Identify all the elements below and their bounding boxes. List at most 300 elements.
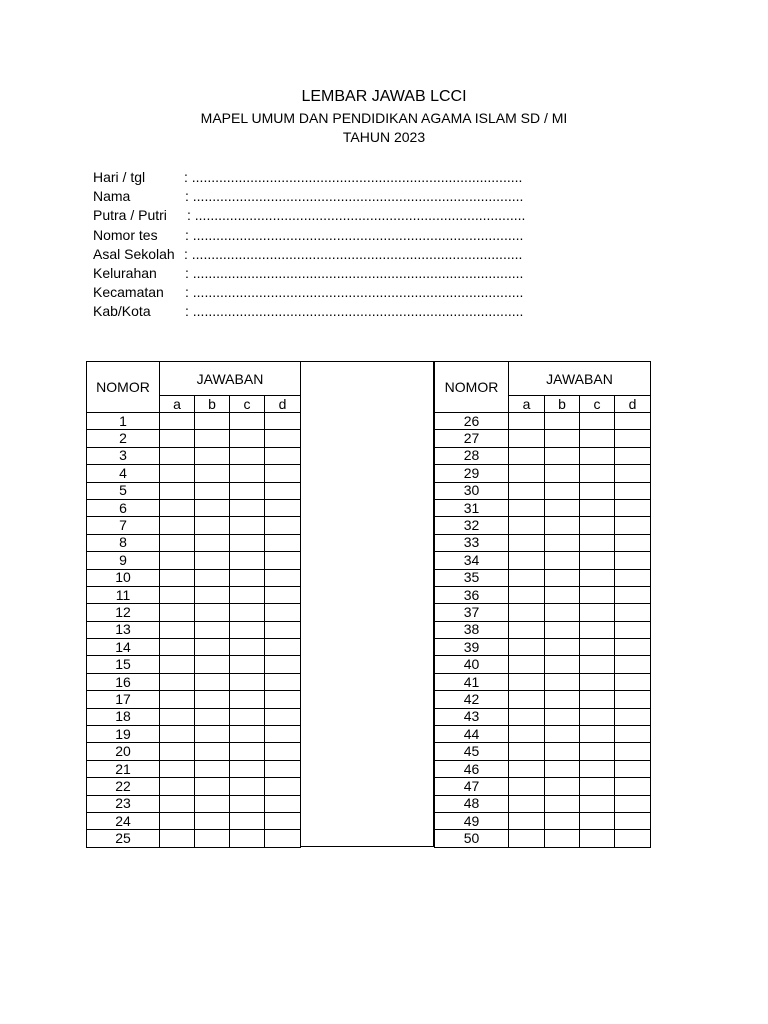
answer-cell-a[interactable] [509,499,545,516]
answer-cell-b[interactable] [545,743,580,760]
answer-cell-d[interactable] [265,482,301,499]
question-number: 34 [435,552,509,569]
answer-cell-d[interactable] [615,639,651,656]
answer-cell-a[interactable] [509,534,545,551]
answer-cell-a[interactable] [509,795,545,812]
answer-cell-b[interactable] [545,430,580,447]
answer-cell-b[interactable] [195,552,230,569]
answer-row [435,639,651,656]
identity-fields [93,168,526,322]
answer-cell-b[interactable] [195,517,230,534]
answer-row [87,726,301,743]
option-header-c: c [230,396,265,413]
answer-cell-d[interactable] [265,778,301,795]
answer-cell-a[interactable] [509,743,545,760]
answer-cell-c[interactable] [580,673,615,690]
answer-row [435,482,651,499]
answer-cell-a[interactable] [160,830,195,847]
answer-cell-c[interactable] [230,726,265,743]
answer-cell-d[interactable] [615,447,651,464]
answer-cell-c[interactable] [230,465,265,482]
answer-cell-a[interactable] [160,812,195,829]
question-number: 20 [87,743,160,760]
question-number: 12 [87,604,160,621]
identity-fill-line[interactable]: : ..................................................................................... [184,169,523,185]
answer-cell-a[interactable] [160,482,195,499]
answer-cell-d[interactable] [265,795,301,812]
answer-cell-a[interactable] [160,708,195,725]
answer-cell-b[interactable] [195,430,230,447]
answer-cell-a[interactable] [509,778,545,795]
question-number: 25 [87,830,160,847]
answer-row [87,830,301,847]
answer-cell-d[interactable] [265,447,301,464]
answer-cell-c[interactable] [580,621,615,638]
answer-cell-b[interactable] [195,691,230,708]
answer-row [87,534,301,551]
answer-cell-b[interactable] [195,447,230,464]
answer-cell-b[interactable] [195,830,230,847]
answer-row [87,656,301,673]
answer-cell-d[interactable] [265,812,301,829]
answer-cell-a[interactable] [509,621,545,638]
identity-row-putra-putri [93,206,526,225]
answer-row [87,447,301,464]
answer-cell-a[interactable] [509,413,545,430]
question-number: 2 [87,430,160,447]
answer-row [435,517,651,534]
answer-cell-c[interactable] [580,795,615,812]
answer-cell-d[interactable] [265,586,301,603]
question-number: 8 [87,534,160,551]
answer-row [435,586,651,603]
answer-cell-b[interactable] [545,639,580,656]
answer-cell-d[interactable] [265,413,301,430]
answer-cell-d[interactable] [615,569,651,586]
answer-cell-b[interactable] [545,552,580,569]
answer-cell-d[interactable] [615,413,651,430]
answer-cell-a[interactable] [509,604,545,621]
answer-cell-c[interactable] [580,708,615,725]
answer-cell-d[interactable] [265,621,301,638]
identity-fill-line[interactable]: : ..................................................................................... [185,284,524,301]
answer-cell-d[interactable] [265,517,301,534]
answer-cell-b[interactable] [195,673,230,690]
question-number: 19 [87,726,160,743]
question-number: 31 [435,499,509,516]
answer-row [87,795,301,812]
answer-cell-d[interactable] [615,812,651,829]
answer-cell-b[interactable] [545,708,580,725]
question-number: 21 [87,760,160,777]
answer-cell-b[interactable] [545,604,580,621]
answer-cell-d[interactable] [615,778,651,795]
identity-label: Kelurahan [93,264,157,281]
answer-cell-b[interactable] [195,760,230,777]
answer-cell-b[interactable] [545,413,580,430]
answer-cell-d[interactable] [615,552,651,569]
answer-cell-c[interactable] [230,778,265,795]
answer-cell-c[interactable] [230,534,265,551]
answer-cell-a[interactable] [160,639,195,656]
answer-cell-c[interactable] [230,691,265,708]
question-number: 16 [87,673,160,690]
answer-cell-a[interactable] [509,465,545,482]
answer-cell-a[interactable] [509,726,545,743]
answer-cell-b[interactable] [195,795,230,812]
answer-cell-c[interactable] [580,517,615,534]
answer-cell-c[interactable] [580,778,615,795]
identity-label: Kab/Kota [93,303,151,320]
answer-cell-c[interactable] [230,517,265,534]
answer-row [87,465,301,482]
answer-row [435,656,651,673]
answer-cell-c[interactable] [230,673,265,690]
answer-cell-d[interactable] [265,569,301,586]
option-header-b: b [545,396,580,413]
answer-row [87,604,301,621]
answer-cell-d[interactable] [615,586,651,603]
answer-cell-c[interactable] [580,726,615,743]
question-number: 49 [435,812,509,829]
question-number: 26 [435,413,509,430]
identity-row-hari [93,168,523,187]
answer-cell-a[interactable] [509,656,545,673]
answer-cell-b[interactable] [545,621,580,638]
answer-cell-b[interactable] [195,639,230,656]
option-header-c: c [580,396,615,413]
identity-fill-line[interactable]: : ..................................................................................... [185,226,524,243]
question-number: 6 [87,499,160,516]
answer-cell-a[interactable] [160,778,195,795]
answer-cell-a[interactable] [160,465,195,482]
answer-cell-b[interactable] [195,586,230,603]
identity-fill-line[interactable]: : ..................................................................................... [185,303,524,320]
question-number: 48 [435,795,509,812]
answer-cell-a[interactable] [160,691,195,708]
identity-fill-line[interactable]: : ..................................................................................... [185,264,524,281]
answer-cell-c[interactable] [580,586,615,603]
identity-fill-line[interactable]: : ..................................................................................... [185,188,524,205]
answer-cell-c[interactable] [230,621,265,638]
answer-cell-a[interactable] [160,586,195,603]
question-number: 23 [87,795,160,812]
answer-cell-c[interactable] [230,760,265,777]
answer-cell-b[interactable] [545,569,580,586]
question-number: 47 [435,778,509,795]
answer-cell-c[interactable] [230,413,265,430]
question-number: 14 [87,639,160,656]
answer-row [87,691,301,708]
identity-row-asal-sekolah [93,245,523,264]
answer-row [87,517,301,534]
question-number: 5 [87,482,160,499]
answer-cell-b[interactable] [545,465,580,482]
question-number: 18 [87,708,160,725]
answer-cell-c[interactable] [230,708,265,725]
identity-row-kelurahan [93,264,524,283]
answer-cell-b[interactable] [195,413,230,430]
answer-row [435,430,651,447]
answer-cell-b[interactable] [545,499,580,516]
answer-cell-a[interactable] [160,413,195,430]
answer-cell-c[interactable] [580,552,615,569]
answer-cell-b[interactable] [195,482,230,499]
answer-cell-a[interactable] [160,604,195,621]
identity-label: Kecamatan [93,284,164,301]
answer-cell-c[interactable] [580,482,615,499]
answer-cell-b[interactable] [545,812,580,829]
answer-row [435,621,651,638]
answer-cell-d[interactable] [265,430,301,447]
answer-cell-a[interactable] [509,760,545,777]
answer-cell-b[interactable] [545,795,580,812]
question-number: 10 [87,569,160,586]
answer-cell-d[interactable] [265,604,301,621]
answer-row [87,621,301,638]
answer-cell-b[interactable] [545,778,580,795]
answer-cell-c[interactable] [230,830,265,847]
answer-cell-c[interactable] [230,569,265,586]
answer-cell-b[interactable] [545,830,580,847]
answer-cell-a[interactable] [160,552,195,569]
answer-row [87,413,301,430]
answer-cell-a[interactable] [160,430,195,447]
answer-row [435,447,651,464]
answer-row [87,430,301,447]
answer-cell-d[interactable] [615,517,651,534]
answer-cell-c[interactable] [580,569,615,586]
answer-cell-a[interactable] [160,673,195,690]
answer-row [87,708,301,725]
identity-row-kecamatan [93,283,524,302]
answer-cell-d[interactable] [265,726,301,743]
answer-cell-b[interactable] [195,812,230,829]
answer-cell-a[interactable] [160,499,195,516]
answer-cell-d[interactable] [265,639,301,656]
answer-cell-c[interactable] [580,447,615,464]
nomor-header: NOMOR [87,362,160,413]
answer-cell-d[interactable] [265,656,301,673]
answer-cell-b[interactable] [545,656,580,673]
answer-cell-d[interactable] [265,534,301,551]
answer-cell-a[interactable] [160,743,195,760]
answer-cell-c[interactable] [580,534,615,551]
answer-cell-c[interactable] [580,499,615,516]
answer-cell-d[interactable] [265,499,301,516]
answer-cell-b[interactable] [195,465,230,482]
answer-cell-d[interactable] [265,673,301,690]
question-number: 28 [435,447,509,464]
answer-cell-d[interactable] [265,760,301,777]
answer-cell-c[interactable] [230,743,265,760]
answer-cell-b[interactable] [195,569,230,586]
identity-label: Nama [93,188,131,205]
answer-cell-c[interactable] [230,656,265,673]
answer-row [435,499,651,516]
answer-cell-a[interactable] [509,482,545,499]
answer-row [87,760,301,777]
answer-cell-d[interactable] [615,465,651,482]
answer-row [435,812,651,829]
answer-row [87,482,301,499]
answer-cell-a[interactable] [509,708,545,725]
answer-cell-b[interactable] [195,534,230,551]
answer-cell-c[interactable] [230,586,265,603]
answer-cell-a[interactable] [160,517,195,534]
answer-cell-d[interactable] [615,830,651,847]
answer-cell-a[interactable] [509,812,545,829]
question-number: 4 [87,465,160,482]
answer-cell-c[interactable] [230,447,265,464]
answer-cell-d[interactable] [615,743,651,760]
option-header-d: d [265,396,301,413]
question-number: 15 [87,656,160,673]
answer-cell-b[interactable] [195,499,230,516]
answer-cell-d[interactable] [615,621,651,638]
question-number: 22 [87,778,160,795]
answer-row [87,586,301,603]
question-number: 24 [87,812,160,829]
answer-cell-b[interactable] [545,586,580,603]
answer-cell-b[interactable] [195,743,230,760]
answer-cell-a[interactable] [509,447,545,464]
answer-cell-d[interactable] [265,552,301,569]
question-number: 35 [435,569,509,586]
answer-cell-c[interactable] [580,465,615,482]
identity-label: Nomor tes [93,226,158,243]
answer-cell-b[interactable] [545,482,580,499]
answer-cell-a[interactable] [509,552,545,569]
answer-cell-a[interactable] [509,673,545,690]
answer-cell-b[interactable] [195,726,230,743]
identity-fill-line[interactable]: : ..................................................................................... [187,207,526,224]
jawaban-header: JAWABAN [160,362,301,396]
answer-row [435,708,651,725]
answer-cell-d[interactable] [615,430,651,447]
question-number: 40 [435,656,509,673]
answer-cell-a[interactable] [509,430,545,447]
answer-cell-b[interactable] [195,656,230,673]
answer-cell-b[interactable] [545,691,580,708]
answer-cell-d[interactable] [615,726,651,743]
identity-fill-line[interactable]: : ..................................................................................... [184,245,523,262]
question-number: 30 [435,482,509,499]
answer-cell-b[interactable] [545,726,580,743]
answer-row [435,743,651,760]
answer-cell-d[interactable] [265,691,301,708]
answer-cell-a[interactable] [160,795,195,812]
answer-cell-c[interactable] [580,812,615,829]
answer-cell-c[interactable] [230,812,265,829]
answer-cell-c[interactable] [230,430,265,447]
question-number: 33 [435,534,509,551]
answer-cell-d[interactable] [615,604,651,621]
answer-cell-d[interactable] [615,691,651,708]
answer-cell-b[interactable] [545,760,580,777]
answer-cell-a[interactable] [160,656,195,673]
answer-row [87,639,301,656]
answer-cell-a[interactable] [509,639,545,656]
table-spacer-column [300,361,434,847]
answer-row [87,569,301,586]
answer-cell-b[interactable] [195,604,230,621]
answer-row [435,778,651,795]
answer-cell-a[interactable] [160,760,195,777]
answer-cell-b[interactable] [195,778,230,795]
answer-cell-c[interactable] [580,760,615,777]
answer-cell-c[interactable] [580,656,615,673]
answer-cell-b[interactable] [545,534,580,551]
answer-cell-c[interactable] [580,413,615,430]
answer-cell-d[interactable] [265,743,301,760]
option-header-a: a [509,396,545,413]
answer-row [435,569,651,586]
answer-cell-c[interactable] [580,430,615,447]
answer-cell-a[interactable] [509,586,545,603]
answer-cell-d[interactable] [615,708,651,725]
answer-cell-a[interactable] [509,517,545,534]
answer-cell-b[interactable] [195,621,230,638]
answer-cell-c[interactable] [580,830,615,847]
answer-cell-b[interactable] [195,708,230,725]
answer-cell-d[interactable] [265,830,301,847]
question-number: 50 [435,830,509,847]
answer-cell-c[interactable] [230,795,265,812]
answer-cell-c[interactable] [580,743,615,760]
answer-cell-b[interactable] [545,517,580,534]
answer-cell-c[interactable] [580,639,615,656]
answer-cell-a[interactable] [160,534,195,551]
answer-cell-d[interactable] [615,656,651,673]
option-header-d: d [615,396,651,413]
answer-row [435,691,651,708]
answer-cell-d[interactable] [615,673,651,690]
identity-label: Hari / tgl [93,169,146,185]
answer-cell-c[interactable] [230,552,265,569]
answer-cell-a[interactable] [160,621,195,638]
answer-cell-a[interactable] [160,726,195,743]
answer-cell-b[interactable] [545,673,580,690]
answer-cell-a[interactable] [509,830,545,847]
answer-cell-c[interactable] [230,482,265,499]
question-number: 17 [87,691,160,708]
answer-cell-b[interactable] [545,447,580,464]
answer-cell-c[interactable] [580,604,615,621]
document-subtitle: MAPEL UMUM DAN PENDIDIKAN AGAMA ISLAM SD / MI [200,110,568,126]
answer-row [435,830,651,847]
answer-cell-d[interactable] [615,795,651,812]
document-year: TAHUN 2023 [342,129,426,145]
answer-cell-c[interactable] [230,639,265,656]
answer-cell-c[interactable] [580,691,615,708]
answer-cell-d[interactable] [615,534,651,551]
answer-cell-a[interactable] [160,569,195,586]
answer-row [435,604,651,621]
answer-cell-d[interactable] [615,482,651,499]
answer-cell-d[interactable] [615,760,651,777]
answer-cell-d[interactable] [265,708,301,725]
answer-cell-c[interactable] [230,604,265,621]
answer-cell-d[interactable] [265,465,301,482]
answer-cell-d[interactable] [615,499,651,516]
answer-cell-a[interactable] [509,569,545,586]
answer-table-left [86,361,301,848]
answer-cell-c[interactable] [230,499,265,516]
answer-cell-a[interactable] [160,447,195,464]
answer-cell-a[interactable] [509,691,545,708]
answer-row [87,673,301,690]
